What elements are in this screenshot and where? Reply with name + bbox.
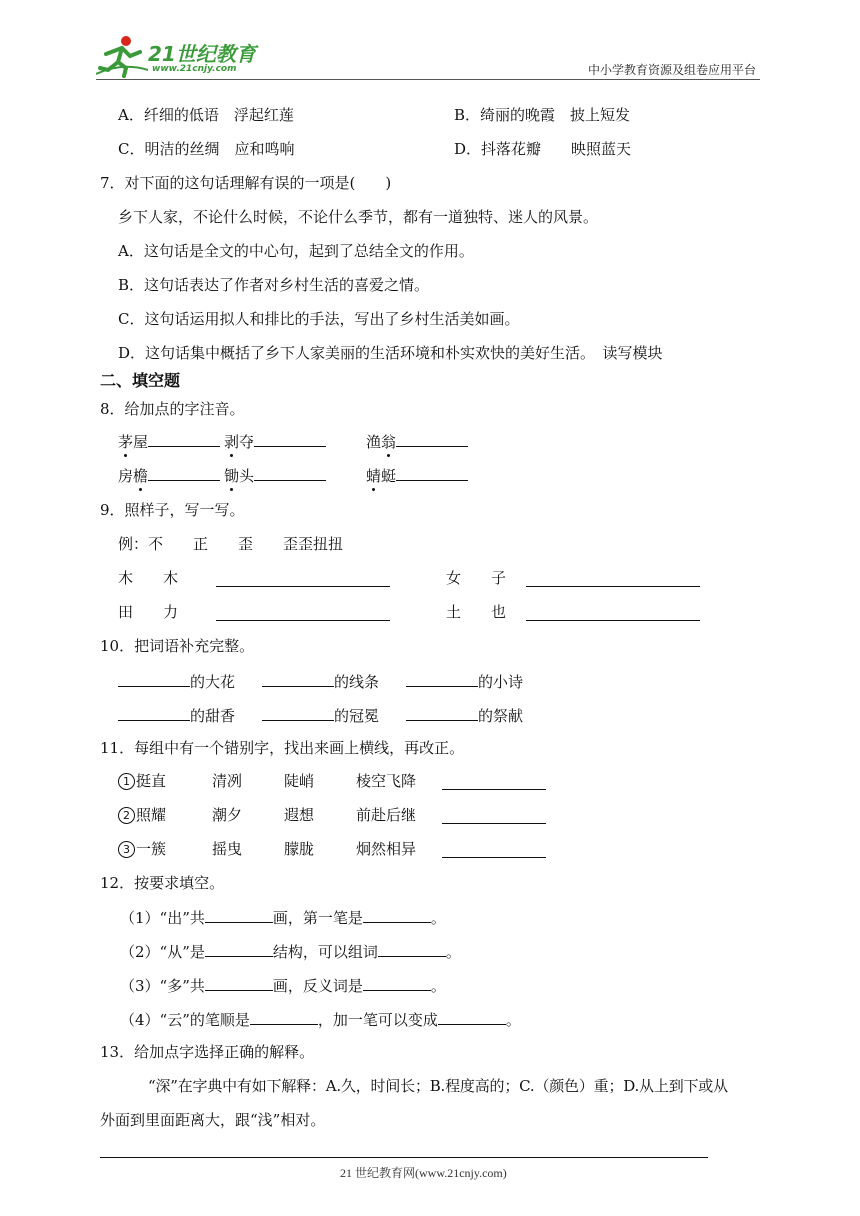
q11-first-word: 3 一簇 — [118, 839, 166, 859]
q7-option-a: A．这句话是全文的中心句，起到了总结全文的作用。 — [118, 242, 474, 260]
q7-stem: 7．对下面的这句话理解有误的一项是( ) — [100, 174, 392, 192]
answer-blank[interactable] — [396, 464, 468, 481]
q11-stem: 11．每组中有一个错别字，找出来画上横线，再改正。 — [100, 739, 465, 757]
q11-word: 陡峭 — [284, 772, 315, 790]
answer-blank[interactable] — [378, 940, 446, 957]
answer-blank[interactable] — [254, 464, 326, 481]
answer-blank[interactable] — [406, 704, 478, 721]
q11-first-word: 1 挺直 — [118, 771, 166, 791]
q10-item: 的大花 — [118, 670, 235, 692]
q11-word: 清冽 — [212, 772, 243, 790]
answer-blank[interactable] — [205, 906, 273, 923]
answer-blank[interactable] — [442, 773, 546, 790]
q8-item: 锄头 — [224, 464, 326, 486]
q9-pair: 女 子 — [446, 569, 507, 587]
q7-quote: 乡下人家，不论什么时候，不论什么季节，都有一道独特、迷人的风景。 — [118, 208, 599, 226]
q8-item: 剥夺 — [224, 430, 326, 452]
dotted-char: 蜻 — [366, 467, 382, 485]
q10-item: 的祭献 — [406, 704, 523, 726]
q12-item: （1）“出”共 画，第一笔是 。 — [120, 906, 446, 928]
q8-item: 蜻蜓 — [366, 464, 468, 486]
q13-stem: 13．给加点字选择正确的解释。 — [100, 1043, 315, 1061]
q8-item: 渔翁 — [366, 430, 468, 452]
footer-text: 21 世纪教育网(www.21cnjy.com) — [340, 1166, 507, 1180]
dotted-char: 剥 — [224, 433, 240, 451]
answer-blank[interactable] — [118, 704, 190, 721]
answer-blank[interactable] — [205, 974, 273, 991]
q8-item: 房檐 — [118, 464, 220, 486]
dotted-char: 锄 — [224, 467, 240, 485]
q10-stem: 10．把词语补充完整。 — [100, 637, 255, 655]
answer-blank[interactable] — [148, 464, 220, 481]
q13-paragraph-line2: 外面到里面距离大，跟“浅”相对。 — [100, 1111, 326, 1129]
q12-stem: 12．按要求填空。 — [100, 874, 225, 892]
q7-option-c: C．这句话运用拟人和排比的手法，写出了乡村生活美如画。 — [118, 310, 520, 328]
header-divider — [96, 79, 760, 80]
answer-blank[interactable] — [216, 604, 390, 621]
dotted-char: 茅 — [118, 433, 134, 451]
answer-blank[interactable] — [363, 906, 431, 923]
answer-blank[interactable] — [216, 570, 390, 587]
platform-name: 中小学教育资源及组卷应用平台 — [587, 63, 756, 77]
q12-item: （2）“从”是 结构，可以组词 。 — [120, 940, 461, 962]
answer-blank[interactable] — [526, 604, 700, 621]
dotted-char: 翁 — [381, 433, 397, 451]
q8-stem: 8．给加点的字注音。 — [100, 400, 245, 418]
dotted-char: 檐 — [133, 467, 149, 485]
q6-option-b: B．绮丽的晚霞 披上短发 — [454, 106, 631, 124]
site-logo — [96, 34, 261, 80]
answer-blank[interactable] — [442, 841, 546, 858]
q10-item: 的冠冕 — [262, 704, 379, 726]
q9-pair: 田 力 — [118, 603, 179, 621]
q12-item: （4）“云”的笔顺是 ，加一笔可以变成 。 — [120, 1008, 521, 1030]
q6-option-d: D．抖落花瓣 映照蓝天 — [454, 140, 632, 158]
logo-url: www.21cnjy.com — [152, 64, 237, 74]
footer-divider — [100, 1157, 708, 1158]
q9-pair: 木 木 — [118, 569, 179, 587]
answer-blank[interactable] — [262, 670, 334, 687]
q9-pair: 土 也 — [446, 603, 507, 621]
q10-item: 的线条 — [262, 670, 379, 692]
q11-word: 炯然相异 — [356, 840, 417, 858]
q7-option-d: D．这句话集中概括了乡下人家美丽的生活环境和朴实欢快的美好生活。 读写模块 — [118, 344, 663, 362]
q12-item: （3）“多”共 画，反义词是 。 — [120, 974, 446, 996]
q11-word: 遐想 — [284, 806, 315, 824]
answer-blank[interactable] — [118, 670, 190, 687]
q10-item: 的甜香 — [118, 704, 235, 726]
q11-word: 朦胧 — [284, 840, 315, 858]
answer-blank[interactable] — [406, 670, 478, 687]
circled-number: 3 — [118, 841, 135, 858]
q6-option-c: C．明洁的丝绸 应和鸣响 — [118, 140, 295, 158]
q9-stem: 9．照样子，写一写。 — [100, 501, 245, 519]
circled-number: 1 — [118, 773, 135, 790]
q11-word: 棱空飞降 — [356, 772, 417, 790]
answer-blank[interactable] — [438, 1008, 506, 1025]
answer-blank[interactable] — [205, 940, 273, 957]
answer-blank[interactable] — [442, 807, 546, 824]
answer-blank[interactable] — [526, 570, 700, 587]
q6-option-a: A．纤细的低语 浮起红莲 — [118, 106, 294, 124]
q10-item: 的小诗 — [406, 670, 523, 692]
answer-blank[interactable] — [363, 974, 431, 991]
answer-blank[interactable] — [396, 430, 468, 447]
q11-first-word: 2 照耀 — [118, 805, 166, 825]
answer-blank[interactable] — [250, 1008, 318, 1025]
q11-word: 摇曳 — [212, 840, 243, 858]
q13-paragraph-line1: “深”在字典中有如下解释：A.久，时间长；B.程度高的；C.（颜色）重；D.从上到下或从 — [148, 1077, 728, 1095]
q11-word: 潮夕 — [212, 806, 243, 824]
section-title: 二、填空题 — [100, 371, 181, 390]
circled-number: 2 — [118, 807, 135, 824]
logo-title: 21世纪教育 — [148, 42, 256, 66]
q8-item: 茅屋 — [118, 430, 220, 452]
answer-blank[interactable] — [148, 430, 220, 447]
q7-option-b: B．这句话表达了作者对乡村生活的喜爱之情。 — [118, 276, 430, 294]
runner-logo-icon — [96, 34, 148, 78]
answer-blank[interactable] — [262, 704, 334, 721]
answer-blank[interactable] — [254, 430, 326, 447]
q9-example: 例：不 正 歪 歪歪扭扭 — [118, 535, 344, 553]
q11-word: 前赴后继 — [356, 806, 417, 824]
